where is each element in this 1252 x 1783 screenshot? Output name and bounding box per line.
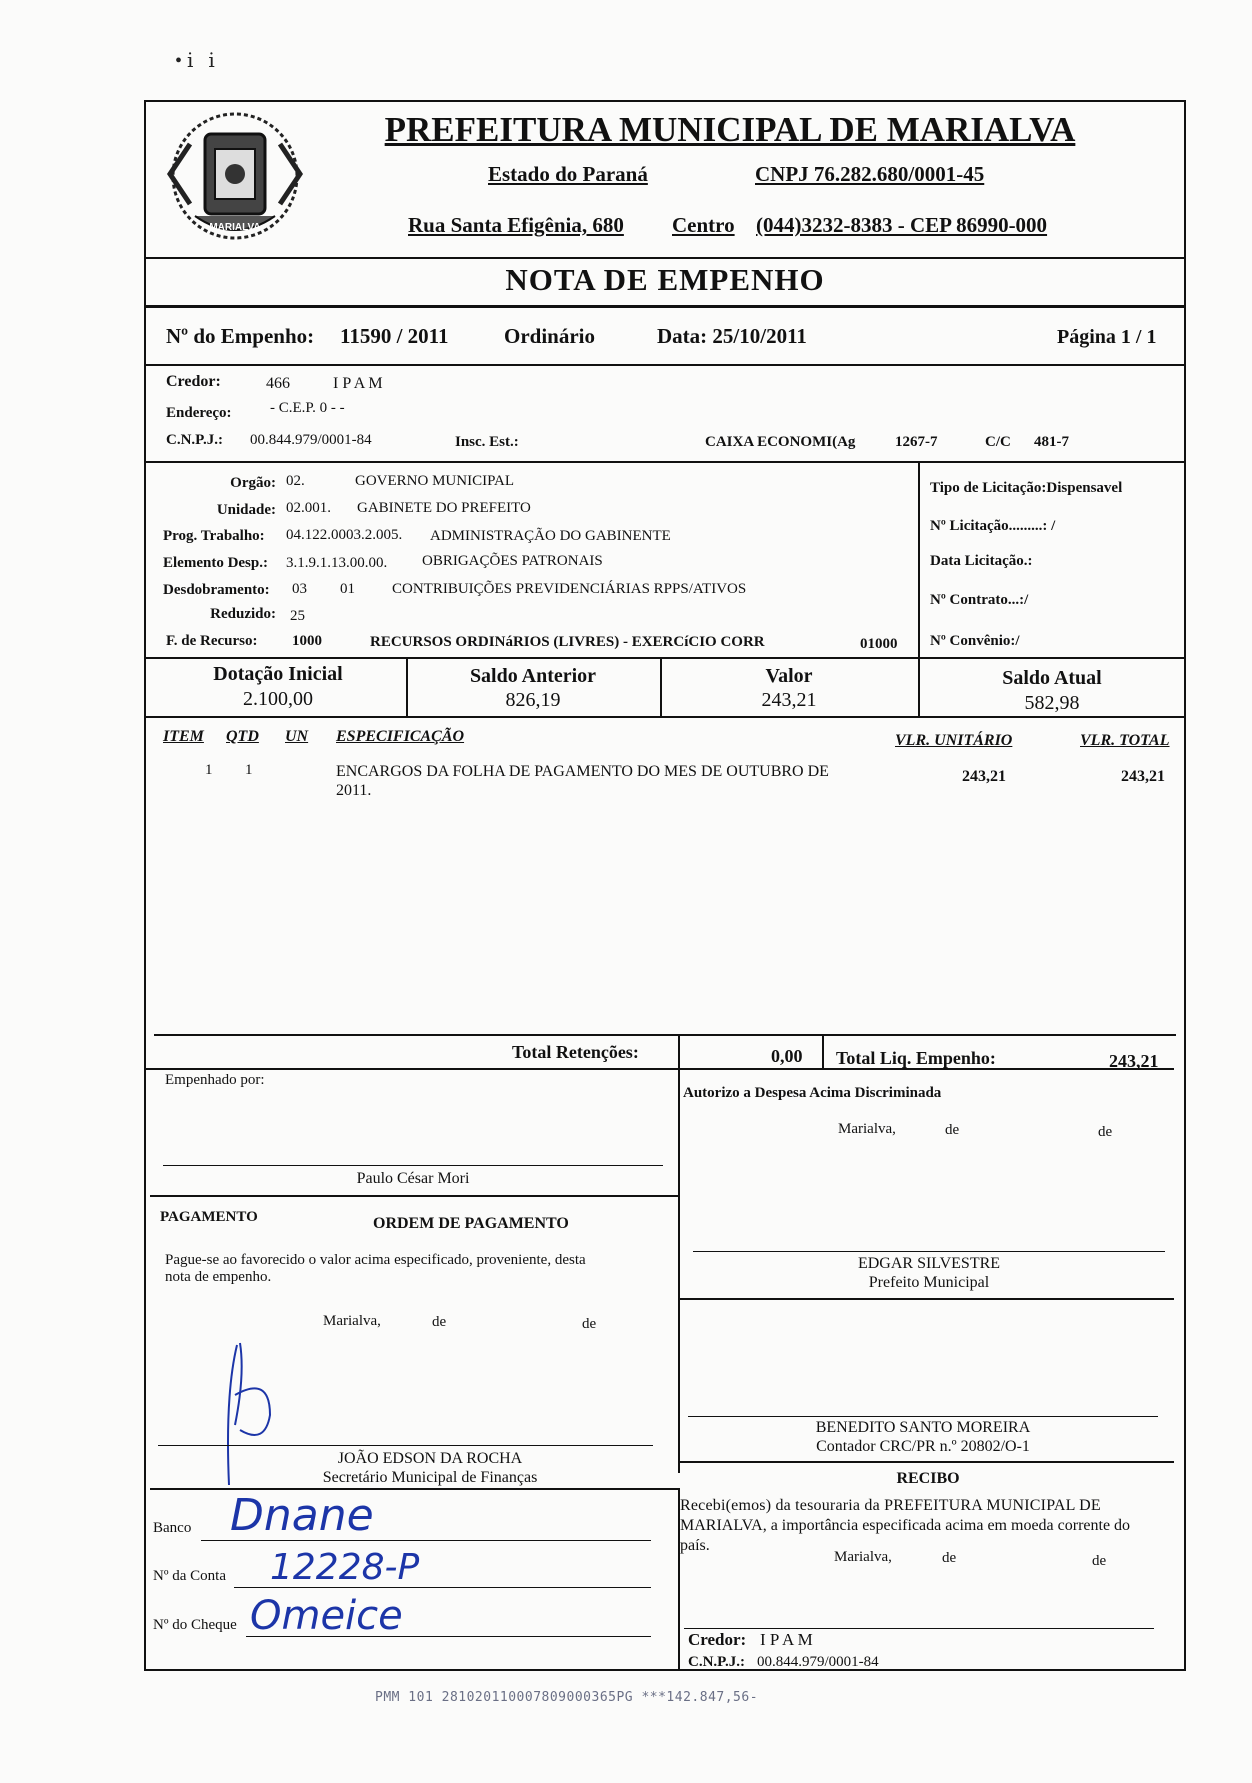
pagamento-local: Marialva,: [323, 1313, 381, 1329]
rodape-credor-nome: I P A M: [760, 1630, 813, 1649]
fonte-label: F. de Recurso:: [166, 633, 258, 649]
saldo-anterior-valor: 826,19: [505, 689, 561, 711]
rodape-credor-label: Credor:: [688, 1630, 747, 1649]
licitacao-tipo: Tipo de Licitação:Dispensavel: [930, 480, 1123, 496]
contador-cargo: Contador CRC/PR n.º 20802/O-1: [816, 1438, 1030, 1455]
row-item: 1: [205, 762, 213, 778]
credor-agencia: 1267-7: [895, 434, 938, 450]
unidade: GABINETE DO PREFEITO: [357, 500, 531, 516]
col-item: ITEM: [163, 728, 204, 745]
total-liq-valor: 243,21: [1109, 1051, 1159, 1071]
pagamento-de2: de: [582, 1316, 597, 1332]
pagamento-de1: de: [432, 1314, 447, 1330]
desdobramento-label: Desdobramento:: [163, 582, 270, 598]
pagina: Página 1 / 1: [1057, 326, 1157, 348]
svg-text:MARIALVA: MARIALVA: [209, 222, 261, 233]
desdobramento-a: 03: [292, 581, 307, 597]
telefone-cep: (044)3232-8383 - CEP 86990-000: [756, 213, 1048, 237]
pagamento-label: PAGAMENTO: [160, 1209, 258, 1225]
orgao-cod: 02.: [286, 473, 305, 489]
doc-title: NOTA DE EMPENHO: [505, 262, 825, 297]
total-liq-label: Total Liq. Empenho:: [836, 1048, 996, 1068]
reduzido-label: Reduzido:: [210, 606, 276, 622]
endereco-header: Rua Santa Efigênia, 680: [408, 213, 624, 237]
credor-cc: 481-7: [1034, 434, 1069, 450]
licitacao-numero: Nº Licitação.........: /: [930, 518, 1056, 534]
banco-label: Banco: [153, 1520, 192, 1536]
recibo-label: RECIBO: [896, 1470, 960, 1487]
cheque-manuscrito: Omeice: [250, 1593, 403, 1639]
col-vlr-total: VLR. TOTAL: [1080, 732, 1170, 749]
recibo-texto-3: país.: [680, 1537, 710, 1554]
recibo-de2: de: [1092, 1553, 1107, 1569]
desdobramento: CONTRIBUIÇÕES PREVIDENCIÁRIAS RPPS/ATIVOS: [392, 581, 747, 597]
estado: Estado do Paraná: [488, 162, 648, 186]
empenhado-por-nome: Paulo César Mori: [356, 1170, 470, 1187]
autorizo-local: Marialva,: [838, 1121, 896, 1137]
prog-cod: 04.122.0003.2.005.: [286, 527, 403, 543]
bottom-stamp: PMM 101 281020110007809000365PG ***142.847,56-: [375, 1690, 759, 1705]
dotacao-valor: 2.100,00: [243, 688, 313, 710]
banco-manuscrito: Dnane: [230, 1490, 374, 1541]
recibo-texto-1: Recebi(emos) da tesouraria da PREFEITURA MUNICIPAL DE: [680, 1497, 1101, 1514]
cnpj-label: C.N.P.J.:: [166, 432, 223, 448]
autorizo-de2: de: [1098, 1124, 1113, 1140]
contador-nome: BENEDITO SANTO MOREIRA: [815, 1419, 1031, 1436]
empenhado-por-label: Empenhado por:: [165, 1072, 265, 1088]
prefeito-nome: EDGAR SILVESTRE: [857, 1255, 1001, 1272]
scan-mark: • ⅰ ⅰ: [175, 50, 215, 72]
retencoes-valor: 0,00: [771, 1046, 803, 1066]
municipal-seal: [160, 104, 310, 254]
credor-nome: I P A M: [333, 375, 383, 392]
saldo-atual-label: Saldo Atual: [1002, 667, 1102, 689]
pague-texto-1: Pague-se ao favorecido o valor acima especificado, proveniente, desta: [165, 1252, 586, 1268]
desdobramento-b: 01: [340, 581, 355, 597]
fonte-cod: 1000: [292, 633, 322, 649]
col-vlr-unitario: VLR. UNITÁRIO: [895, 732, 1013, 749]
recibo-de1: de: [942, 1550, 957, 1566]
reduzido: 25: [290, 608, 305, 624]
fonte-cod2: 01000: [860, 636, 898, 652]
empenho-tipo: Ordinário: [504, 324, 596, 348]
secretario-cargo: Secretário Municipal de Finanças: [322, 1469, 538, 1486]
empenho-label: Nº do Empenho:: [166, 324, 315, 348]
empenho-data: Data: 25/10/2011: [657, 324, 807, 348]
valor-valor: 243,21: [761, 689, 817, 711]
cnpj-header: CNPJ 76.282.680/0001-45: [755, 162, 985, 186]
credor-banco: CAIXA ECONOMI(Ag: [705, 434, 856, 450]
row-especificacao-cont: 2011.: [336, 782, 372, 799]
credor-cnpj: 00.844.979/0001-84: [250, 432, 372, 448]
conta-label: Nº da Conta: [153, 1568, 226, 1584]
secretario-nome: JOÃO EDSON DA ROCHA: [337, 1450, 523, 1467]
centro-header: Centro: [672, 213, 735, 237]
pague-texto-2: nota de empenho.: [165, 1269, 272, 1285]
licitacao-convenio: Nº Convênio:/: [930, 633, 1020, 649]
dotacao-label: Dotação Inicial: [213, 663, 343, 685]
rodape-cnpj: 00.844.979/0001-84: [757, 1654, 879, 1670]
cheque-label: Nº do Cheque: [153, 1617, 237, 1633]
page-title: PREFEITURA MUNICIPAL DE MARIALVA: [384, 110, 1076, 149]
prog: ADMINISTRAÇÃO DO GABINENTE: [430, 528, 671, 544]
autorizo-label: Autorizo a Despesa Acima Discriminada: [683, 1085, 942, 1101]
unidade-cod: 02.001.: [286, 500, 331, 516]
autorizo-de1: de: [945, 1122, 960, 1138]
recibo-local: Marialva,: [834, 1549, 892, 1565]
orgao-label: Orgão:: [230, 475, 276, 491]
row-vlr-total: 243,21: [1121, 768, 1165, 785]
recibo-texto-2: MARIALVA, a importância especificada acima em moeda corrente do: [680, 1517, 1131, 1534]
credor-endereco: - C.E.P. 0 - -: [270, 400, 345, 416]
saldo-atual-valor: 582,98: [1024, 692, 1080, 714]
credor-codigo: 466: [266, 375, 290, 392]
empenho-numero: 11590 / 2011: [340, 324, 449, 348]
col-especificacao: ESPECIFICAÇÃO: [336, 728, 465, 745]
orgao: GOVERNO MUNICIPAL: [355, 473, 515, 489]
cc-label: C/C: [985, 434, 1011, 450]
endereco-label: Endereço:: [166, 405, 232, 421]
col-qtd: QTD: [226, 728, 259, 745]
credor-label: Credor:: [166, 373, 221, 390]
row-qtd: 1: [245, 762, 253, 778]
rodape-cnpj-label: C.N.P.J.:: [688, 1654, 745, 1670]
valor-label: Valor: [765, 665, 813, 687]
licitacao-data: Data Licitação.:: [930, 553, 1033, 569]
ordem-pagamento-label: ORDEM DE PAGAMENTO: [373, 1215, 569, 1232]
fonte: RECURSOS ORDINáRIOS (LIVRES) - EXERCíCIO CORR: [370, 634, 765, 650]
elemento: OBRIGAÇÕES PATRONAIS: [422, 553, 603, 569]
retencoes-label: Total Retenções:: [512, 1042, 639, 1062]
saldo-anterior-label: Saldo Anterior: [469, 665, 597, 687]
row-especificacao: ENCARGOS DA FOLHA DE PAGAMENTO DO MES DE OUTUBRO DE: [336, 763, 829, 780]
elemento-label: Elemento Desp.:: [163, 555, 268, 571]
insc-label: Insc. Est.:: [455, 434, 519, 450]
elemento-cod: 3.1.9.1.13.00.00.: [286, 555, 388, 571]
col-un: UN: [285, 728, 309, 745]
prog-label: Prog. Trabalho:: [163, 528, 265, 544]
licitacao-contrato: Nº Contrato...:/: [930, 592, 1029, 608]
prefeito-cargo: Prefeito Municipal: [868, 1274, 990, 1291]
unidade-label: Unidade:: [216, 502, 276, 518]
row-vlr-unitario: 243,21: [962, 768, 1006, 785]
conta-manuscrito: 12228-P: [270, 1547, 420, 1588]
